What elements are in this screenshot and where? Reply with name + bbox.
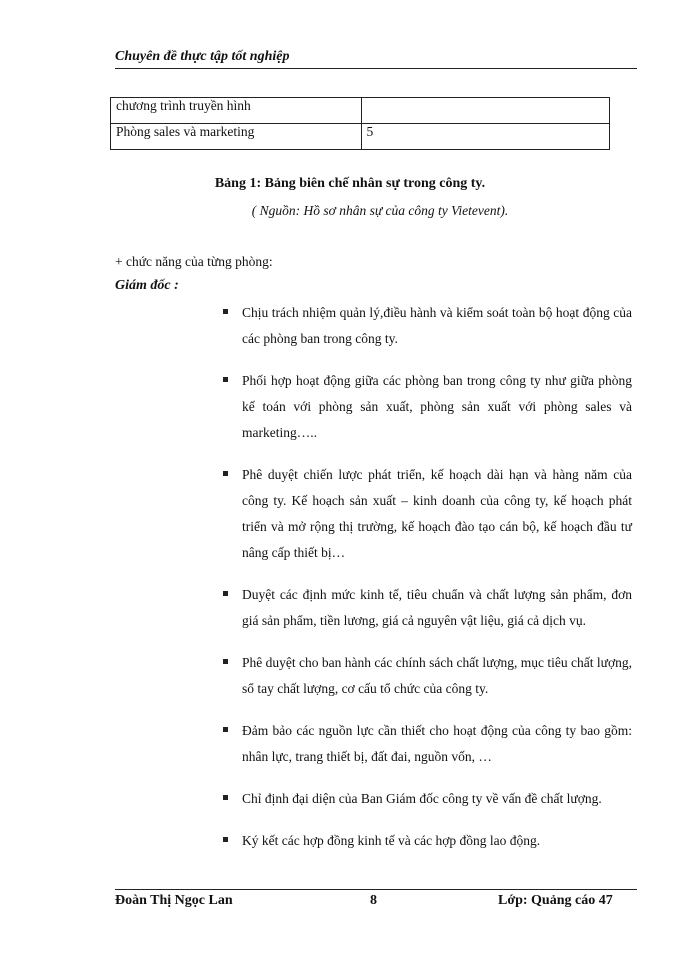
table-row bbox=[111, 98, 610, 124]
square-bullet-icon bbox=[223, 659, 228, 664]
director-duties-list bbox=[222, 300, 632, 860]
list-item bbox=[222, 718, 632, 770]
square-bullet-icon bbox=[223, 471, 228, 476]
list-item bbox=[222, 786, 632, 812]
table-caption-title: Bảng 1: Bảng biên chế nhân sự trong công ty. bbox=[214, 176, 486, 191]
list-item-text: Chỉ định đại diện của Ban Giám đốc công ty về vấn đề chất lượng. bbox=[242, 791, 602, 806]
list-item bbox=[222, 650, 632, 702]
footer-divider bbox=[115, 889, 637, 890]
list-item-text: Chịu trách nhiệm quản lý,điều hành và kiểm soát toàn bộ hoạt động của các phòng ban trong công ty. bbox=[242, 305, 632, 346]
list-item-text: Ký kết các hợp đồng kinh tế và các hợp đồng lao động. bbox=[242, 833, 541, 848]
director-heading: Giám đốc : bbox=[115, 278, 179, 293]
table-row bbox=[111, 124, 610, 150]
list-item-text: Đảm bảo các nguồn lực cần thiết cho hoạt động của công ty bao gồm: nhân lực, trang thiết bị, đất đai, nguồn vốn, … bbox=[242, 723, 632, 764]
square-bullet-icon bbox=[223, 309, 228, 314]
table-cell: 5 bbox=[361, 124, 609, 150]
square-bullet-icon bbox=[223, 837, 228, 842]
list-item-text: Phối hợp hoạt động giữa các phòng ban trong công ty như giữa phòng kế toán với phòng sản xuất, phòng sản xuất với phòng sales và marketing….. bbox=[242, 373, 632, 440]
footer-class-label: Lớp: Quảng cáo 47 bbox=[498, 893, 613, 908]
square-bullet-icon bbox=[223, 377, 228, 382]
table-cell bbox=[361, 98, 609, 124]
square-bullet-icon bbox=[223, 591, 228, 596]
list-item bbox=[222, 368, 632, 446]
list-item bbox=[222, 462, 632, 566]
table-caption-source: ( Nguồn: Hồ sơ nhân sự của công ty Vietevent). bbox=[251, 203, 509, 218]
table-cell: Phòng sales và marketing bbox=[111, 124, 362, 150]
list-item bbox=[222, 828, 632, 854]
list-item bbox=[222, 582, 632, 634]
list-item-text: Phê duyệt cho ban hành các chính sách chất lượng, mục tiêu chất lượng, sổ tay chất lượng, cơ cấu tổ chức của công ty. bbox=[242, 655, 632, 696]
table-cell: chương trình truyền hình bbox=[111, 98, 362, 124]
page-number: 8 bbox=[370, 893, 377, 908]
list-item bbox=[222, 300, 632, 352]
list-item-text: Phê duyệt chiến lược phát triển, kế hoạch dài hạn và hàng năm của công ty. Kế hoạch sản xuất – kinh doanh của công ty, kế hoạch phát triển và mở rộng thị trường, kế hoạch đào tạo cán bộ, kế hoạch đầu tư nâng cấp thiết bị… bbox=[242, 467, 632, 560]
footer-author: Đoàn Thị Ngọc Lan bbox=[115, 893, 233, 908]
header-divider bbox=[115, 68, 637, 69]
square-bullet-icon bbox=[223, 795, 228, 800]
staff-table bbox=[110, 97, 610, 150]
list-item-text: Duyệt các định mức kinh tế, tiêu chuẩn và chất lượng sản phẩm, đơn giá sản phẩm, tiền lương, giá cả nguyên vật liệu, giá cả dịch vụ. bbox=[242, 587, 632, 628]
document-header-title: Chuyên đề thực tập tốt nghiệp bbox=[115, 49, 290, 64]
functions-intro: + chức năng của từng phòng: bbox=[115, 254, 273, 269]
square-bullet-icon bbox=[223, 727, 228, 732]
